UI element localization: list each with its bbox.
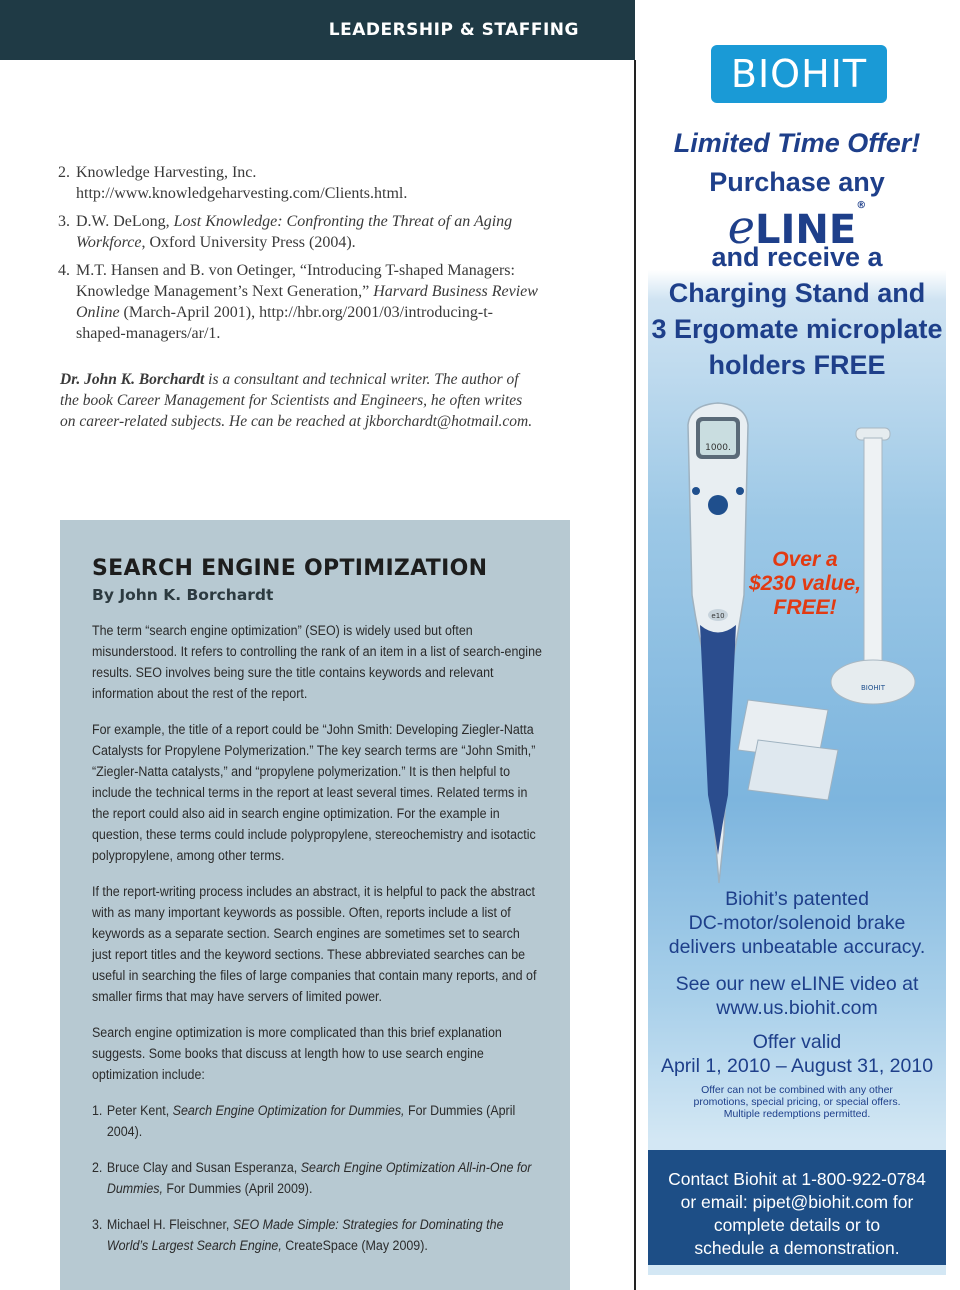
seo-sidebar — [60, 520, 570, 1290]
feature-line: delivers unbeatable accuracy. — [668, 936, 926, 958]
sidebar-paragraph: Search engine optimization is more complicated than this brief explanation suggests. Some books that discuss at length how to use search engine optimization include: — [92, 1025, 502, 1082]
value-callout — [740, 548, 870, 620]
pipette-display: 1000. — [705, 443, 731, 453]
ad-promo-text — [648, 239, 946, 383]
author-name: Dr. John K. Borchardt — [60, 371, 205, 388]
ad-fine-print — [648, 1084, 946, 1120]
author-bio-text: is a consultant and technical writer. The author of the book Career Management for Scientists and Engineers, he often writes on career-related subjects. He can be reached at jkborchardt@hotmail.com. — [60, 371, 533, 430]
reference-list — [58, 162, 538, 351]
reference-number: 3. — [58, 213, 70, 230]
ad-promo-line: and receive a — [711, 242, 883, 272]
book-author: Peter Kent, — [106, 1103, 173, 1118]
book-author: Bruce Clay and Susan Esperanza, — [106, 1160, 301, 1175]
book-publisher: For Dummies (April 2004). — [106, 1103, 516, 1139]
pipette-model-label: e10 — [711, 612, 725, 620]
reference-title: Harvard Business Review Online — [76, 283, 538, 321]
column-divider — [634, 60, 636, 1290]
contact-line: complete details or to — [713, 1215, 881, 1235]
sidebar-paragraph: The term “search engine optimization” (SEO) is widely used but often misunderstood. It refers to controlling the rank of an item in a list of search-engine results. SEO involves being sure the title contains keywords and relevant information about the rest of the report. — [92, 623, 542, 701]
feature-line: DC-motor/solenoid brake — [688, 912, 906, 934]
ad-promo-line: holders FREE — [708, 350, 886, 380]
book-item — [92, 1100, 542, 1142]
book-number: 1. — [92, 1103, 103, 1118]
book-title: Search Engine Optimization for Dummies, — [172, 1103, 405, 1118]
video-url[interactable]: www.us.biohit.com — [716, 997, 878, 1019]
book-item — [92, 1214, 542, 1256]
value-line: FREE! — [773, 596, 837, 619]
ad-validity-text — [648, 1030, 946, 1078]
biohit-logo: BIOHIT — [711, 45, 887, 103]
reference-publisher: , Oxford University Press (2004). — [141, 234, 356, 251]
reference-text — [76, 211, 538, 253]
reference-number: 2. — [58, 164, 70, 181]
author-bio — [60, 369, 540, 432]
book-item — [92, 1157, 542, 1199]
book-number: 3. — [92, 1217, 103, 1232]
reference-item — [58, 162, 538, 204]
ad-promo-line: Charging Stand and — [668, 278, 926, 308]
sidebar-content — [92, 620, 542, 1271]
ad-video-text — [648, 972, 946, 1020]
microplate-holders-image — [728, 690, 848, 810]
reference-publisher: (March-April 2001), http://hbr.org/2001/03/introducing-t-shaped-managers/ar/1. — [76, 304, 493, 342]
biohit-advertisement — [648, 0, 946, 1275]
reference-author: M.T. Hansen and B. von Oetinger, “Introducing T-shaped Managers: Knowledge Management’s Next Generation,” — [76, 262, 515, 300]
sidebar-byline: By John K. Borchardt — [92, 586, 274, 604]
book-publisher: CreateSpace (May 2009). — [281, 1238, 428, 1253]
video-line: See our new eLINE video at — [675, 973, 919, 995]
contact-line: schedule a demonstration. — [694, 1238, 900, 1258]
section-header-bar — [0, 0, 635, 60]
book-title: Search Engine Optimization All-in-One for Dummies, — [106, 1160, 532, 1196]
book-text — [107, 1214, 542, 1256]
ad-promo-line: 3 Ergomate microplate — [651, 314, 943, 344]
book-text — [107, 1157, 542, 1199]
section-title: LEADERSHIP & STAFFING — [328, 20, 579, 40]
value-line: Over a — [772, 548, 838, 571]
ad-contact-text — [648, 1168, 946, 1260]
reference-number: 4. — [58, 262, 70, 279]
fine-print-line: promotions, special pricing, or special offers. — [693, 1096, 901, 1108]
reference-item — [58, 260, 538, 344]
sidebar-paragraph: For example, the title of a report could be “John Smith: Developing Ziegler-Natta Catalysts for Propylene Polymerization.” The key search terms are “John Smith,” “Ziegler-Natta catalysts,” and “propylene polymerization.” It is then helpful to include the technical terms in the report at least several times. Related terms in the report could also aid in search engine optimization. For the example in question, these terms could include polypropylene, stereochemistry and isotactic polypropylene, among other terms. — [92, 722, 536, 863]
reference-text — [76, 260, 538, 344]
validity-line: Offer valid — [752, 1031, 842, 1053]
ad-offer-headline: Limited Time Offer! — [673, 128, 921, 158]
contact-line: or email: pipet@biohit.com for — [680, 1192, 914, 1212]
eline-e: e — [727, 200, 756, 254]
reference-author: D.W. DeLong, — [76, 213, 174, 230]
feature-line: Biohit’s patented — [725, 888, 869, 910]
sidebar-paragraph: If the report-writing process includes an abstract, it is helpful to pack the abstract with as many important keywords as possible. Often, reports include a list of keywords as a separate section. Search engines are sometimes set to search just report titles and the keyword sections. These abbreviated searches can be useful in searching the files of large companies that contain many reports, and of smaller firms that may have servers of limited power. — [92, 884, 537, 1004]
eline-line: LINE — [755, 207, 857, 253]
contact-line: Contact Biohit at 1-800-922-0784 — [668, 1169, 926, 1189]
pipette-image — [678, 395, 758, 885]
stand-logo-label: BIOHIT — [861, 684, 885, 692]
sidebar-title: SEARCH ENGINE OPTIMIZATION — [92, 556, 488, 581]
ad-feature-text — [648, 887, 946, 959]
reference-title: Lost Knowledge: Confronting the Threat of an Aging Workforce — [76, 213, 513, 251]
ad-purchase-line: Purchase any — [709, 167, 885, 197]
book-title: SEO Made Simple: Strategies for Dominating the World’s Largest Search Engine, — [106, 1217, 504, 1253]
reference-item — [58, 211, 538, 253]
book-number: 2. — [92, 1160, 103, 1175]
reference-text: Knowledge Harvesting, Inc. http://www.knowledgeharvesting.com/Clients.html. — [76, 164, 408, 202]
book-publisher: For Dummies (April 2009). — [162, 1181, 313, 1196]
fine-print-line: Offer can not be combined with any other — [701, 1084, 893, 1096]
registered-mark: ® — [856, 200, 867, 211]
value-line: $230 value, — [748, 572, 862, 595]
book-author: Michael H. Fleischner, — [106, 1217, 233, 1232]
fine-print-line: Multiple redemptions permitted. — [723, 1108, 871, 1120]
validity-line: April 1, 2010 – August 31, 2010 — [660, 1055, 934, 1077]
book-text — [107, 1100, 542, 1142]
